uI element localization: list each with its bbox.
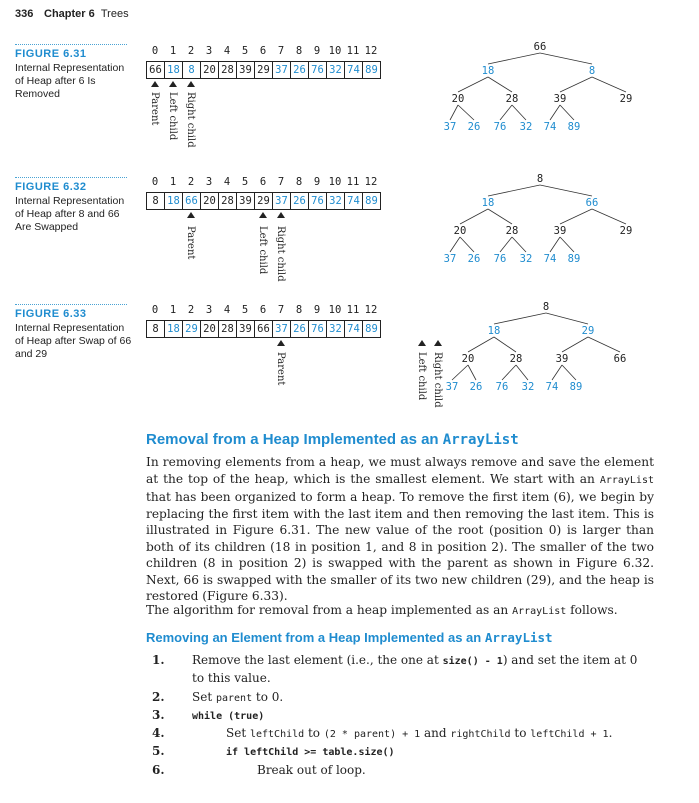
array-index: 3 — [205, 176, 213, 188]
figure-rule — [15, 177, 127, 178]
array-cell: 39 — [237, 193, 255, 209]
array-index: 8 — [295, 176, 303, 188]
array-cell: 8 — [183, 62, 201, 78]
body-paragraph — [146, 454, 654, 605]
array-cell: 74 — [345, 321, 363, 337]
tree-node: 74 — [543, 253, 557, 265]
tree-edge — [488, 53, 540, 64]
array-cell: 18 — [165, 193, 183, 209]
array-index: 7 — [277, 304, 285, 316]
tree-node: 89 — [567, 121, 581, 133]
array-cell: 39 — [237, 321, 255, 337]
tree-edge — [458, 105, 474, 120]
right-child-label: Right child — [432, 352, 443, 408]
para-code: ArrayList — [599, 474, 654, 486]
figure-rule — [15, 304, 127, 305]
tree-edge — [560, 77, 592, 92]
array-indices — [146, 45, 380, 57]
array-index: 2 — [187, 45, 195, 57]
tree-node: 29 — [619, 225, 633, 237]
array-index: 10 — [328, 304, 342, 316]
tree-node: 18 — [481, 65, 495, 77]
tree-edge — [552, 365, 562, 380]
step-segment: Set — [226, 726, 250, 740]
array-index: 12 — [364, 45, 378, 57]
array-cell: 37 — [273, 321, 291, 337]
array-cell: 76 — [309, 193, 327, 209]
step-number: 1. — [152, 653, 165, 667]
para-code: ArrayList — [512, 606, 567, 617]
tree-node: 26 — [467, 253, 481, 265]
array-cell: 28 — [219, 321, 237, 337]
array-index: 10 — [328, 45, 342, 57]
heap-tree-diagram — [420, 172, 660, 272]
tree-node: 29 — [619, 93, 633, 105]
step-segment: Set — [192, 690, 216, 704]
array-index: 6 — [259, 176, 267, 188]
left-child-label: Left child — [167, 92, 178, 141]
tree-edge — [500, 237, 512, 252]
step-segment: . — [608, 726, 613, 740]
step-segment: to — [304, 726, 324, 740]
array-index: 3 — [205, 45, 213, 57]
array-index: 1 — [169, 45, 177, 57]
array-cells — [146, 320, 381, 338]
array-cell: 8 — [147, 321, 165, 337]
tree-edge — [488, 209, 512, 224]
tree-node: 32 — [519, 121, 533, 133]
arrow-up-icon — [277, 212, 285, 218]
array-cell: 89 — [365, 64, 378, 76]
array-index: 11 — [346, 304, 360, 316]
figure-caption: Internal Representation of Heap after 6 Is Removed — [15, 62, 125, 100]
figure-caption: Internal Representation of Heap after 8 and 66 Are Swapped — [15, 195, 125, 233]
tree-edge — [450, 105, 458, 120]
step-code: (2 * parent) + 1 — [323, 729, 421, 740]
section-heading-code: ArrayList — [442, 432, 519, 448]
array-cell: 37 — [273, 62, 291, 78]
array-indices — [146, 304, 380, 316]
array-cell: 89 — [365, 195, 378, 207]
chapter-label: Chapter 6 — [44, 8, 95, 20]
step-segment: to 0. — [252, 690, 284, 704]
step-text — [192, 652, 652, 686]
tree-node: 39 — [555, 353, 569, 365]
tree-edge — [516, 365, 528, 380]
tree-node: 76 — [493, 253, 507, 265]
array-cell: 37 — [273, 193, 291, 209]
array-index: 2 — [187, 304, 195, 316]
array-index: 0 — [151, 304, 159, 316]
tree-edge — [560, 237, 574, 252]
section-heading-text: Removal from a Heap Implemented as an — [146, 431, 443, 448]
tree-edge — [468, 337, 494, 352]
tree-edge — [560, 105, 574, 120]
algorithm-heading — [146, 630, 553, 645]
tree-node: 26 — [467, 121, 481, 133]
step-segment: ) and set the item at 0 to this value. — [192, 653, 638, 685]
right-child-label: Right child — [275, 226, 286, 282]
step-text — [226, 725, 656, 743]
tree-edge — [500, 105, 512, 120]
tree-edge — [560, 209, 592, 224]
array-index: 5 — [241, 304, 249, 316]
tree-node: 66 — [613, 353, 627, 365]
tree-node: 8 — [536, 173, 544, 185]
tree-edge — [546, 313, 588, 324]
para-text: that has been organized to form a heap. To remove the first item (6), we begin by replacing the first item with the last item and then removing the last item. This is illustrated in Figure 6.31. The new value of the root (position 0) is larger than both of its children (18 in position 1, and 8 in position 2). The smaller of the two children (8 in position 2) is swapped with the parent as shown in Figure 6.32. Next, 66 is swapped with the smaller of its two new children (29), and the heap is restored (Figure 6.33). — [146, 490, 654, 603]
tree-node: 89 — [567, 253, 581, 265]
step-text — [192, 689, 652, 707]
figure-title: FIGURE 6.33 — [15, 308, 87, 320]
array-cell: 32 — [327, 193, 345, 209]
array-index: 1 — [169, 304, 177, 316]
array-index: 6 — [259, 45, 267, 57]
tree-edge — [550, 105, 560, 120]
arrow-up-icon — [151, 81, 159, 87]
array-cell: 32 — [327, 62, 345, 78]
right-child-label: Right child — [185, 92, 196, 148]
tree-node: 39 — [553, 225, 567, 237]
array-index: 12 — [364, 304, 378, 316]
array-cell: 26 — [291, 193, 309, 209]
figure-caption: Internal Representation of Heap after Swap of 66 and 29 — [15, 322, 132, 360]
tree-edge — [502, 365, 516, 380]
tree-edge — [458, 77, 488, 92]
tree-node: 37 — [443, 121, 457, 133]
tree-edge — [468, 365, 476, 380]
tree-edge — [540, 185, 592, 196]
array-cell: 74 — [345, 62, 363, 78]
step-code: while (true) — [192, 711, 265, 722]
heap-tree-diagram — [420, 40, 660, 140]
array-index: 4 — [223, 176, 231, 188]
tree-edge — [592, 77, 626, 92]
step-code: leftChild + 1 — [530, 729, 609, 740]
array-index: 8 — [295, 304, 303, 316]
array-index: 0 — [151, 45, 159, 57]
tree-node: 8 — [542, 301, 550, 313]
page-number: 336 — [15, 8, 34, 20]
arrow-up-icon — [259, 212, 267, 218]
array-cell: 76 — [309, 321, 327, 337]
tree-node: 74 — [545, 381, 559, 393]
tree-node: 18 — [481, 197, 495, 209]
array-cell: 76 — [309, 62, 327, 78]
algorithm-step — [152, 652, 652, 686]
array-cell: 20 — [201, 193, 219, 209]
array-cell: 29 — [183, 321, 201, 337]
array-cell: 18 — [165, 321, 183, 337]
tree-node: 66 — [585, 197, 599, 209]
tree-node: 28 — [509, 353, 523, 365]
tree-node: 76 — [493, 121, 507, 133]
left-child-label: Left child — [257, 226, 268, 275]
array-index: 9 — [313, 45, 321, 57]
tree-node: 66 — [533, 41, 547, 53]
tree-node: 74 — [543, 121, 557, 133]
array-cell: 66 — [255, 321, 273, 337]
array-cell: 89 — [365, 323, 378, 335]
parent-label: Parent — [275, 352, 286, 386]
parent-label: Parent — [185, 226, 196, 260]
tree-node: 8 — [588, 65, 596, 77]
figure-title: FIGURE 6.31 — [15, 48, 87, 60]
step-text — [226, 743, 686, 761]
tree-node: 18 — [487, 325, 501, 337]
tree-node: 29 — [581, 325, 595, 337]
step-number: 2. — [152, 690, 165, 704]
tree-node: 32 — [521, 381, 535, 393]
para-text: follows. — [566, 603, 618, 617]
step-text — [192, 707, 652, 725]
array-index: 3 — [205, 304, 213, 316]
running-head — [44, 8, 129, 20]
tree-edge — [460, 209, 488, 224]
array-index: 11 — [346, 45, 360, 57]
array-index: 7 — [277, 176, 285, 188]
section-heading — [146, 431, 519, 448]
heap-tree-diagram — [438, 300, 668, 400]
arrow-up-icon — [187, 212, 195, 218]
tree-edge — [450, 237, 460, 252]
array-index: 7 — [277, 45, 285, 57]
algorithm-step — [152, 725, 652, 741]
array-cell: 32 — [327, 321, 345, 337]
array-index: 6 — [259, 304, 267, 316]
para-text: The algorithm for removal from a heap implemented as an — [146, 603, 513, 617]
array-cell: 66 — [183, 193, 201, 209]
array-cells — [146, 192, 381, 210]
array-cell: 18 — [165, 62, 183, 78]
algorithm-step — [152, 762, 652, 778]
array-index: 2 — [187, 176, 195, 188]
tree-edge — [540, 53, 592, 64]
tree-edge — [592, 209, 626, 224]
arrow-up-icon — [418, 340, 426, 346]
step-code: parent — [215, 693, 253, 704]
tree-edge — [512, 105, 526, 120]
tree-edge — [588, 337, 620, 352]
array-cell: 20 — [201, 62, 219, 78]
array-cell: 39 — [237, 62, 255, 78]
array-index: 4 — [223, 304, 231, 316]
step-number: 4. — [152, 726, 165, 740]
array-index: 8 — [295, 45, 303, 57]
algorithm-step — [152, 689, 652, 705]
tree-node: 20 — [461, 353, 475, 365]
tree-edge — [562, 337, 588, 352]
parent-label: Parent — [149, 92, 160, 126]
tree-node: 76 — [495, 381, 509, 393]
step-text: Break out of loop. — [257, 763, 366, 777]
array-index: 11 — [346, 176, 360, 188]
tree-edge — [512, 237, 526, 252]
tree-node: 89 — [569, 381, 583, 393]
array-index: 10 — [328, 176, 342, 188]
tree-edge — [562, 365, 576, 380]
chapter-title: Trees — [100, 8, 129, 20]
array-cell: 28 — [219, 193, 237, 209]
tree-edge — [452, 365, 468, 380]
step-code: if leftChild >= table.size() — [226, 747, 395, 758]
left-child-label: Left child — [416, 352, 427, 401]
tree-edge — [494, 313, 546, 324]
array-index: 9 — [313, 304, 321, 316]
array-cell: 26 — [291, 321, 309, 337]
array-cell: 66 — [147, 62, 165, 78]
tree-edge — [488, 77, 512, 92]
algorithm-step — [152, 743, 652, 759]
array-indices — [146, 176, 380, 188]
array-index: 5 — [241, 176, 249, 188]
step-segment: and — [420, 726, 451, 740]
arrow-up-icon — [277, 340, 285, 346]
arrow-up-icon — [169, 81, 177, 87]
tree-node: 32 — [519, 253, 533, 265]
array-cells — [146, 61, 381, 79]
array-cell: 26 — [291, 62, 309, 78]
step-number: 6. — [152, 763, 165, 777]
step-code: leftChild — [249, 729, 305, 740]
step-code: rightChild — [450, 729, 511, 740]
figure-rule — [15, 44, 127, 45]
array-index: 4 — [223, 45, 231, 57]
array-index: 1 — [169, 176, 177, 188]
tree-node: 28 — [505, 93, 519, 105]
array-cell: 20 — [201, 321, 219, 337]
array-index: 0 — [151, 176, 159, 188]
step-segment: to — [510, 726, 531, 740]
array-cell: 74 — [345, 193, 363, 209]
tree-node: 20 — [453, 225, 467, 237]
tree-edge — [550, 237, 560, 252]
array-cell: 28 — [219, 62, 237, 78]
tree-node: 37 — [443, 253, 457, 265]
tree-node: 20 — [451, 93, 465, 105]
para-text: In removing elements from a heap, we must always remove and save the element at the top of the heap, which is the smallest element. We start with an — [146, 455, 654, 486]
array-cell: 8 — [147, 193, 165, 209]
arrow-up-icon — [187, 81, 195, 87]
tree-node: 28 — [505, 225, 519, 237]
algorithm-step — [152, 707, 652, 723]
figure-title: FIGURE 6.32 — [15, 181, 87, 193]
step-code: size() - 1 — [442, 656, 503, 667]
step-segment: Remove the last element (i.e., the one at — [192, 653, 443, 667]
algorithm-heading-code: ArrayList — [484, 630, 553, 645]
tree-node: 26 — [469, 381, 483, 393]
tree-node: 39 — [553, 93, 567, 105]
step-number: 5. — [152, 744, 165, 758]
tree-node: 37 — [445, 381, 459, 393]
tree-edge — [494, 337, 516, 352]
step-number: 3. — [152, 708, 165, 722]
array-index: 9 — [313, 176, 321, 188]
tree-edge — [460, 237, 474, 252]
array-index: 5 — [241, 45, 249, 57]
algorithm-heading-text: Removing an Element from a Heap Implemented as an — [146, 630, 485, 645]
body-paragraph — [146, 602, 654, 621]
array-cell: 29 — [255, 193, 273, 209]
array-index: 12 — [364, 176, 378, 188]
tree-edge — [488, 185, 540, 196]
array-cell: 29 — [255, 62, 273, 78]
